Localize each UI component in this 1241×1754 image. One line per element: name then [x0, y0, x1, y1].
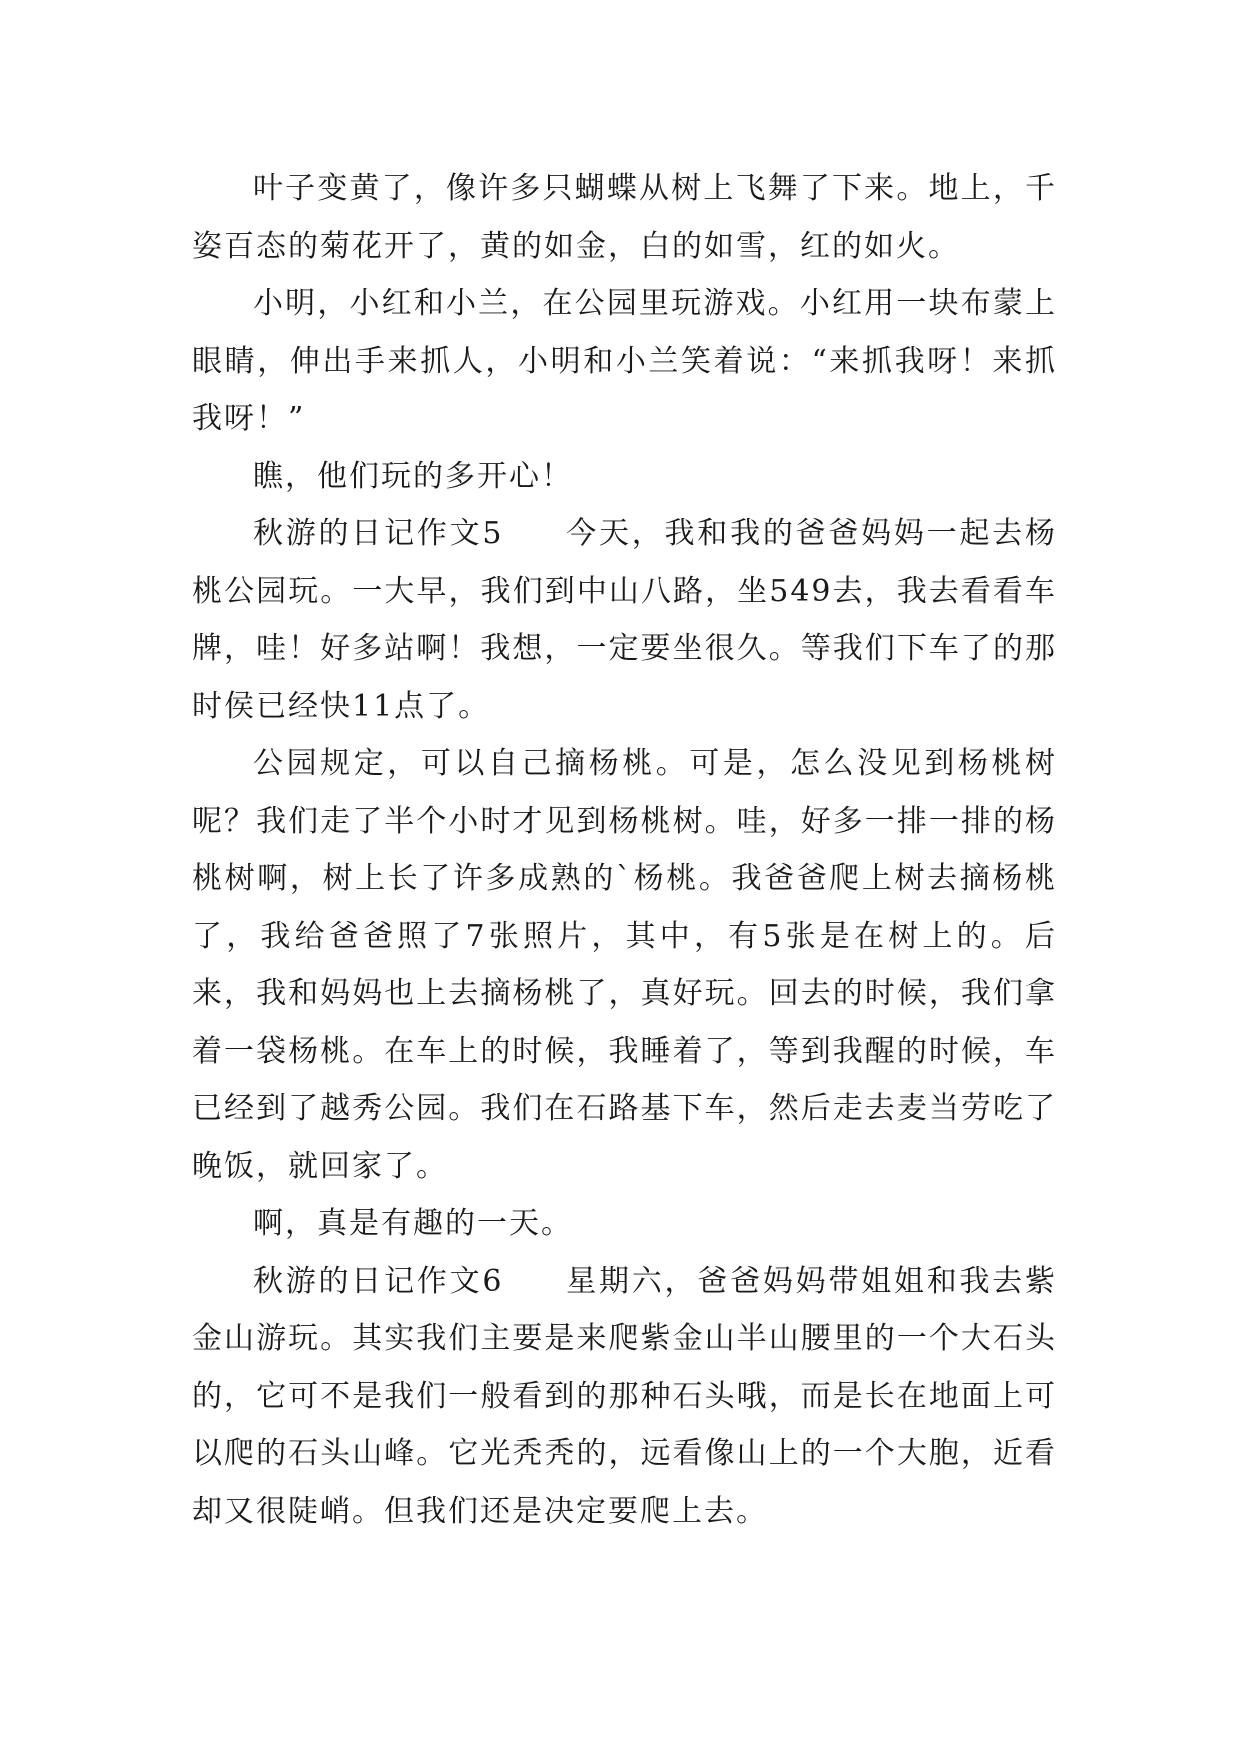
section-heading: 秋游的日记作文6	[253, 1263, 504, 1299]
paragraph-text: 今天，我和我的爸爸妈妈一起去杨桃公园玩。一大早，我们到中山八路，坐549去，我去看看车牌，哇！好多站啊！我想，一定要坐很久。等我们下车了的那时侯已经快11点了。	[192, 516, 1057, 724]
paragraph	[192, 160, 1057, 275]
section-heading: 秋游的日记作文5	[253, 516, 504, 551]
paragraph	[192, 275, 1057, 448]
paragraph	[192, 735, 1057, 1195]
paragraph-text: 啊，真是有趣的一天。	[253, 1206, 573, 1241]
paragraph-text: 瞧，他们玩的多开心！	[253, 458, 573, 494]
paragraph	[192, 1195, 1057, 1253]
paragraph-text: 叶子变黄了，像许多只蝴蝶从树上飞舞了下来。地上，千姿百态的菊花开了，黄的如金，白的如雪，红的如火。	[192, 171, 1057, 264]
document-body	[192, 160, 1057, 1540]
paragraph-text: 星期六，爸爸妈妈带姐姐和我去紫金山游玩。其实我们主要是来爬紫金山半山腰里的一个大石头的，它可不是我们一般看到的那种石头哦，而是长在地面上可以爬的石头山峰。它光秃秃的，远看像山上的一个大胞，近看却又很陡峭。但我们还是决定要爬上去。	[192, 1263, 1057, 1529]
paragraph-text: 小明，小红和小兰，在公园里玩游戏。小红用一块布蒙上眼睛，伸出手来抓人，小明和小兰笑着说：“来抓我呀！来抓我呀！”	[192, 286, 1057, 436]
paragraph	[192, 1253, 1057, 1541]
paragraph	[192, 448, 1057, 506]
paragraph	[192, 505, 1057, 735]
paragraph-text: 公园规定，可以自己摘杨桃。可是，怎么没见到杨桃树呢？我们走了半个小时才见到杨桃树。哇，好多一排一排的杨桃树啊，树上长了许多成熟的`杨桃。我爸爸爬上树去摘杨桃了，我给爸爸照了7张照片，其中，有5张是在树上的。后来，我和妈妈也上去摘杨桃了，真好玩。回去的时候，我们拿着一袋杨桃。在车上的时候，我睡着了，等到我醒的时候，车已经到了越秀公园。我们在石路基下车，然后走去麦当劳吃了晚饭，就回家了。	[192, 746, 1057, 1184]
